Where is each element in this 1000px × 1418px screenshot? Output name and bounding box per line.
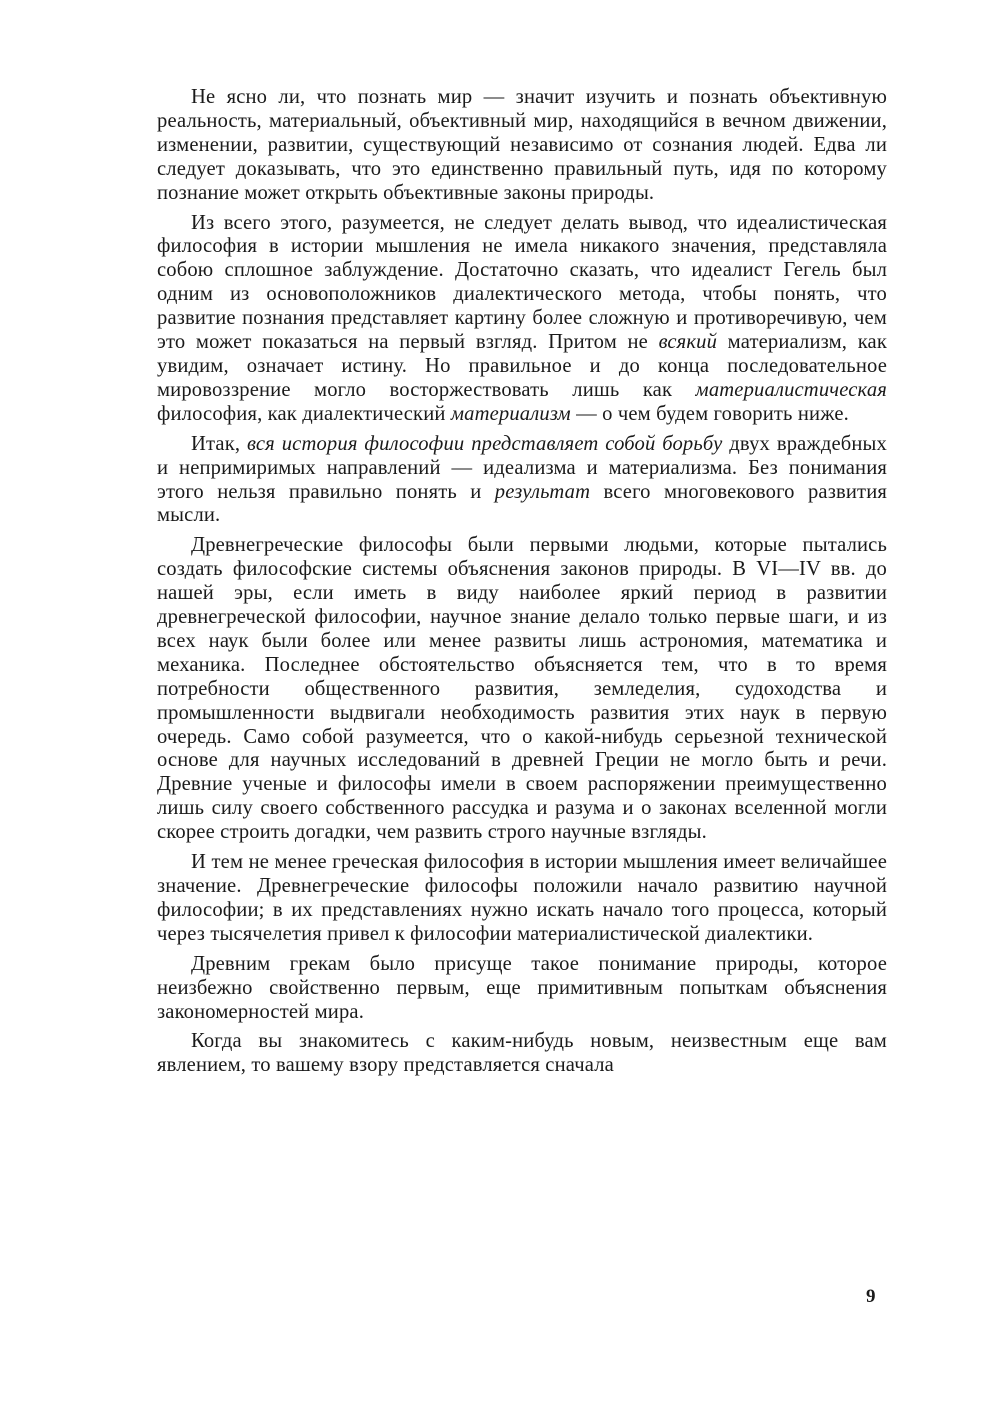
text-segment: И тем не менее греческая философия в истории мышления имеет величайшее значение. Древнегреческие философы положили начало развитию научной философии; в их представлениях нужно искать начало того процесса, который через тысячелетия привел к философии материалистической диалектики. (157, 851, 887, 945)
page-body (157, 86, 887, 1078)
italic-emphasis: результат (494, 480, 591, 503)
paragraph-6 (157, 953, 887, 1025)
text-segment: — о чем будем говорить ниже. (570, 402, 849, 425)
italic-emphasis: материалистическая (695, 378, 887, 401)
text-segment: всего многовекового развития мысли. (157, 480, 887, 527)
page-number: 9 (866, 1286, 876, 1307)
paragraph-2 (157, 212, 887, 427)
paragraph-7 (157, 1030, 887, 1078)
text-segment: материализм, как увидим, означает истину. Но правильное и до конца последовательное мировоззрение могло восторжествовать лишь как (157, 331, 887, 401)
text-segment: двух враждебных и непримиримых направлений — идеализма и материализма. Без понимания этого нельзя правильно понять и (157, 432, 887, 503)
text-segment: Не ясно ли, что познать мир — значит изучить и познать объективную реальность, материальный, объективный мир, находящийся в вечном движении, изменении, развитии, существующий независимо от сознания людей. Едва ли следует доказывать, что это единственно правильный путь, идя по которому познание может открыть объективные законы природы. (157, 86, 887, 204)
italic-emphasis: материализм (450, 402, 571, 425)
italic-emphasis: всякий (658, 331, 718, 354)
paragraph-3 (157, 433, 887, 529)
text-segment: Когда вы знакомитесь с каким-нибудь новым, неизвестным еще вам явлением, то вашему взору представляется сначала (157, 1030, 887, 1077)
text-segment: Древнегреческие философы были первыми людьми, которые пытались создать философские системы объяснения законов природы. В VI—IV вв. до нашей эры, если иметь в виду наиболее яркий период в развитии древнегреческой философии, научное знание делало только первые шаги, и из всех наук были более или менее развиты лишь астрономия, математика и механика. Последнее обстоятельство объясняется тем, что в то время потребности общественного развития, земледелия, судоходства и промышленности выдвигали необходимость развития этих наук в первую очередь. Само собой разумеется, что о какой-нибудь серьезной технической основе для научных исследований в древней Греции не могло быть и речи. Древние ученые и философы имели в своем распоряжении преимущественно лишь силу своего собственного рассудка и разума и о законах вселенной могли скорее строить догадки, чем развить строго научные взгляды. (157, 534, 887, 844)
paragraph-4 (157, 534, 887, 845)
italic-emphasis: вся история философии представляет собой борьбу (247, 432, 723, 455)
text-segment: философия, как диалектический (157, 402, 451, 425)
text-segment: Древним грекам было присуще такое понимание природы, которое неизбежно свойственно первым, еще примитивным попыткам объяснения закономерностей мира. (157, 952, 887, 1023)
paragraph-5 (157, 851, 887, 947)
text-segment: Из всего этого, разумеется, не следует делать вывод, что идеалистическая философия в истории мышления не имела никакого значения, представляла собою сплошное заблуждение. Достаточно сказать, что идеалист Гегель был одним из основоположников диалектического метода, чтобы понять, что развитие познания представляет картину более сложную и противоречивую, чем это может показаться на первый взгляд. Притом не (157, 211, 887, 354)
paragraph-1 (157, 86, 887, 206)
text-segment: Итак, (191, 432, 248, 455)
